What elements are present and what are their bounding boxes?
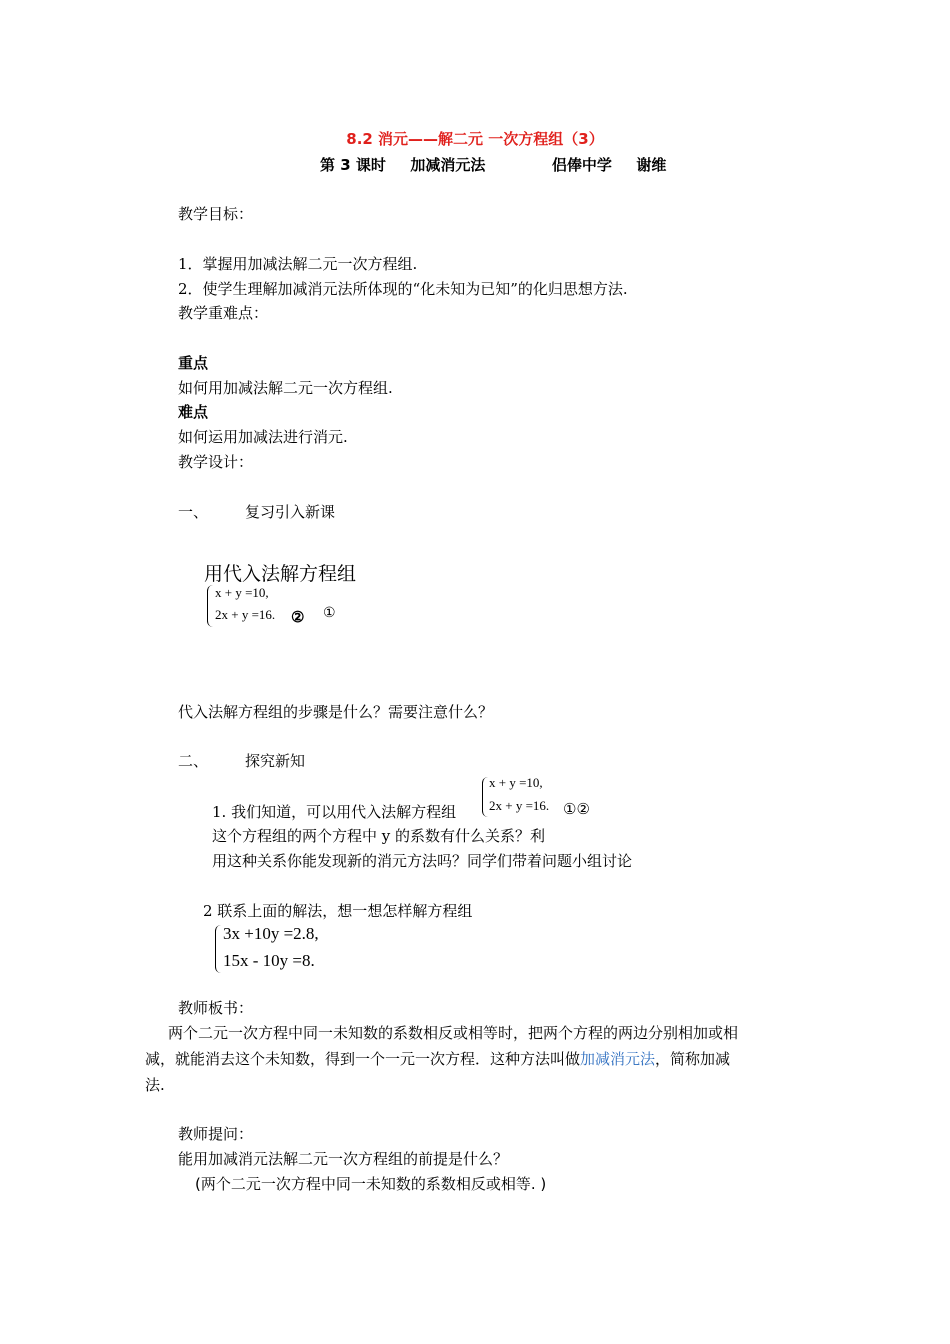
- section-1-title: 复习引入新课: [245, 503, 336, 521]
- board-line-2-end: ，简称加减: [655, 1050, 731, 1068]
- school-name: 侣俸中学: [551, 156, 612, 174]
- system-2-eq-2: 2x + y =16.: [489, 798, 550, 813]
- board-line-1: 两个二元一次方程中同一未知数的系数相反或相等时，把两个方程的两边分别相加或相: [168, 1024, 739, 1042]
- teacher-answer: (两个二元一次方程中同一未知数的系数相反或相等. ): [195, 1175, 547, 1193]
- question-heading: 教师提问：: [178, 1125, 254, 1143]
- explore-1-line-3: 用这种关系你能发现新的消元方法吗？同学们带着问题小组讨论: [212, 852, 633, 870]
- review-prompt: 用代入法解方程组: [204, 563, 357, 585]
- hard-point-label: 难点: [178, 403, 209, 421]
- system-3-eq-1: 3x +10y =2.8,: [223, 924, 319, 943]
- goal-item-2: 2．使学生理解加减消元法所体现的“化未知为已知”的化归思想方法.: [178, 280, 628, 298]
- section-2-title: 探究新知: [245, 752, 306, 770]
- board-line-2: [145, 1046, 730, 1072]
- system-1-eq-1: x + y =10,: [215, 585, 269, 600]
- system-1-eq-2: 2x + y =16.: [215, 607, 276, 622]
- review-question: 代入法解方程组的步骤是什么？需要注意什么？: [178, 703, 494, 721]
- explore-1-line-2: 这个方程组的两个方程中 y 的系数有什么关系？利: [212, 827, 546, 845]
- goal-item-1: 1．掌握用加减法解二元一次方程组.: [178, 255, 418, 273]
- system-1-brace: [207, 585, 214, 627]
- lesson-subtitle: [320, 154, 666, 175]
- board-line-2-start: 减，就能消去这个未知数，得到一个一元一次方程．这种方法叫做: [145, 1050, 581, 1068]
- marker-1: ①: [323, 605, 336, 621]
- system-3-eq-2: 15x - 10y =8.: [223, 951, 315, 970]
- teacher-name: 谢维: [636, 156, 667, 174]
- lesson-method: 加减消元法: [410, 156, 486, 174]
- section-1-number: 一、: [178, 503, 209, 521]
- system-2-brace: [482, 777, 489, 817]
- explore-1-line-1: 1. 我们知道，可以用代入法解方程组: [212, 803, 457, 821]
- key-point-label: 重点: [178, 354, 209, 372]
- hard-point-text: 如何运用加减法进行消元.: [178, 428, 348, 446]
- design-heading: 教学设计：: [178, 453, 254, 471]
- elimination-method-link[interactable]: 加减消元法: [580, 1050, 656, 1068]
- system-2-eq-1: x + y =10,: [489, 775, 543, 790]
- lesson-number: 第 3 课时: [320, 156, 386, 174]
- explore-2: 2 联系上面的解法，想一想怎样解方程组: [203, 902, 473, 920]
- system-3-brace: [215, 925, 223, 973]
- key-point-text: 如何用加减法解二元一次方程组.: [178, 379, 393, 397]
- teacher-question: 能用加减消元法解二元一次方程组的前提是什么？: [178, 1150, 509, 1168]
- system-2-markers: ①②: [563, 800, 590, 818]
- board-line-3: 法.: [145, 1076, 165, 1094]
- page-title: 8.2 消元——解二元 一次方程组（3）: [346, 130, 604, 148]
- board-heading: 教师板书：: [178, 999, 254, 1017]
- difficulty-heading: 教学重难点：: [178, 304, 269, 322]
- section-2-number: 二、: [178, 752, 209, 770]
- goals-heading: 教学目标：: [178, 205, 254, 223]
- marker-2: ②: [291, 608, 305, 626]
